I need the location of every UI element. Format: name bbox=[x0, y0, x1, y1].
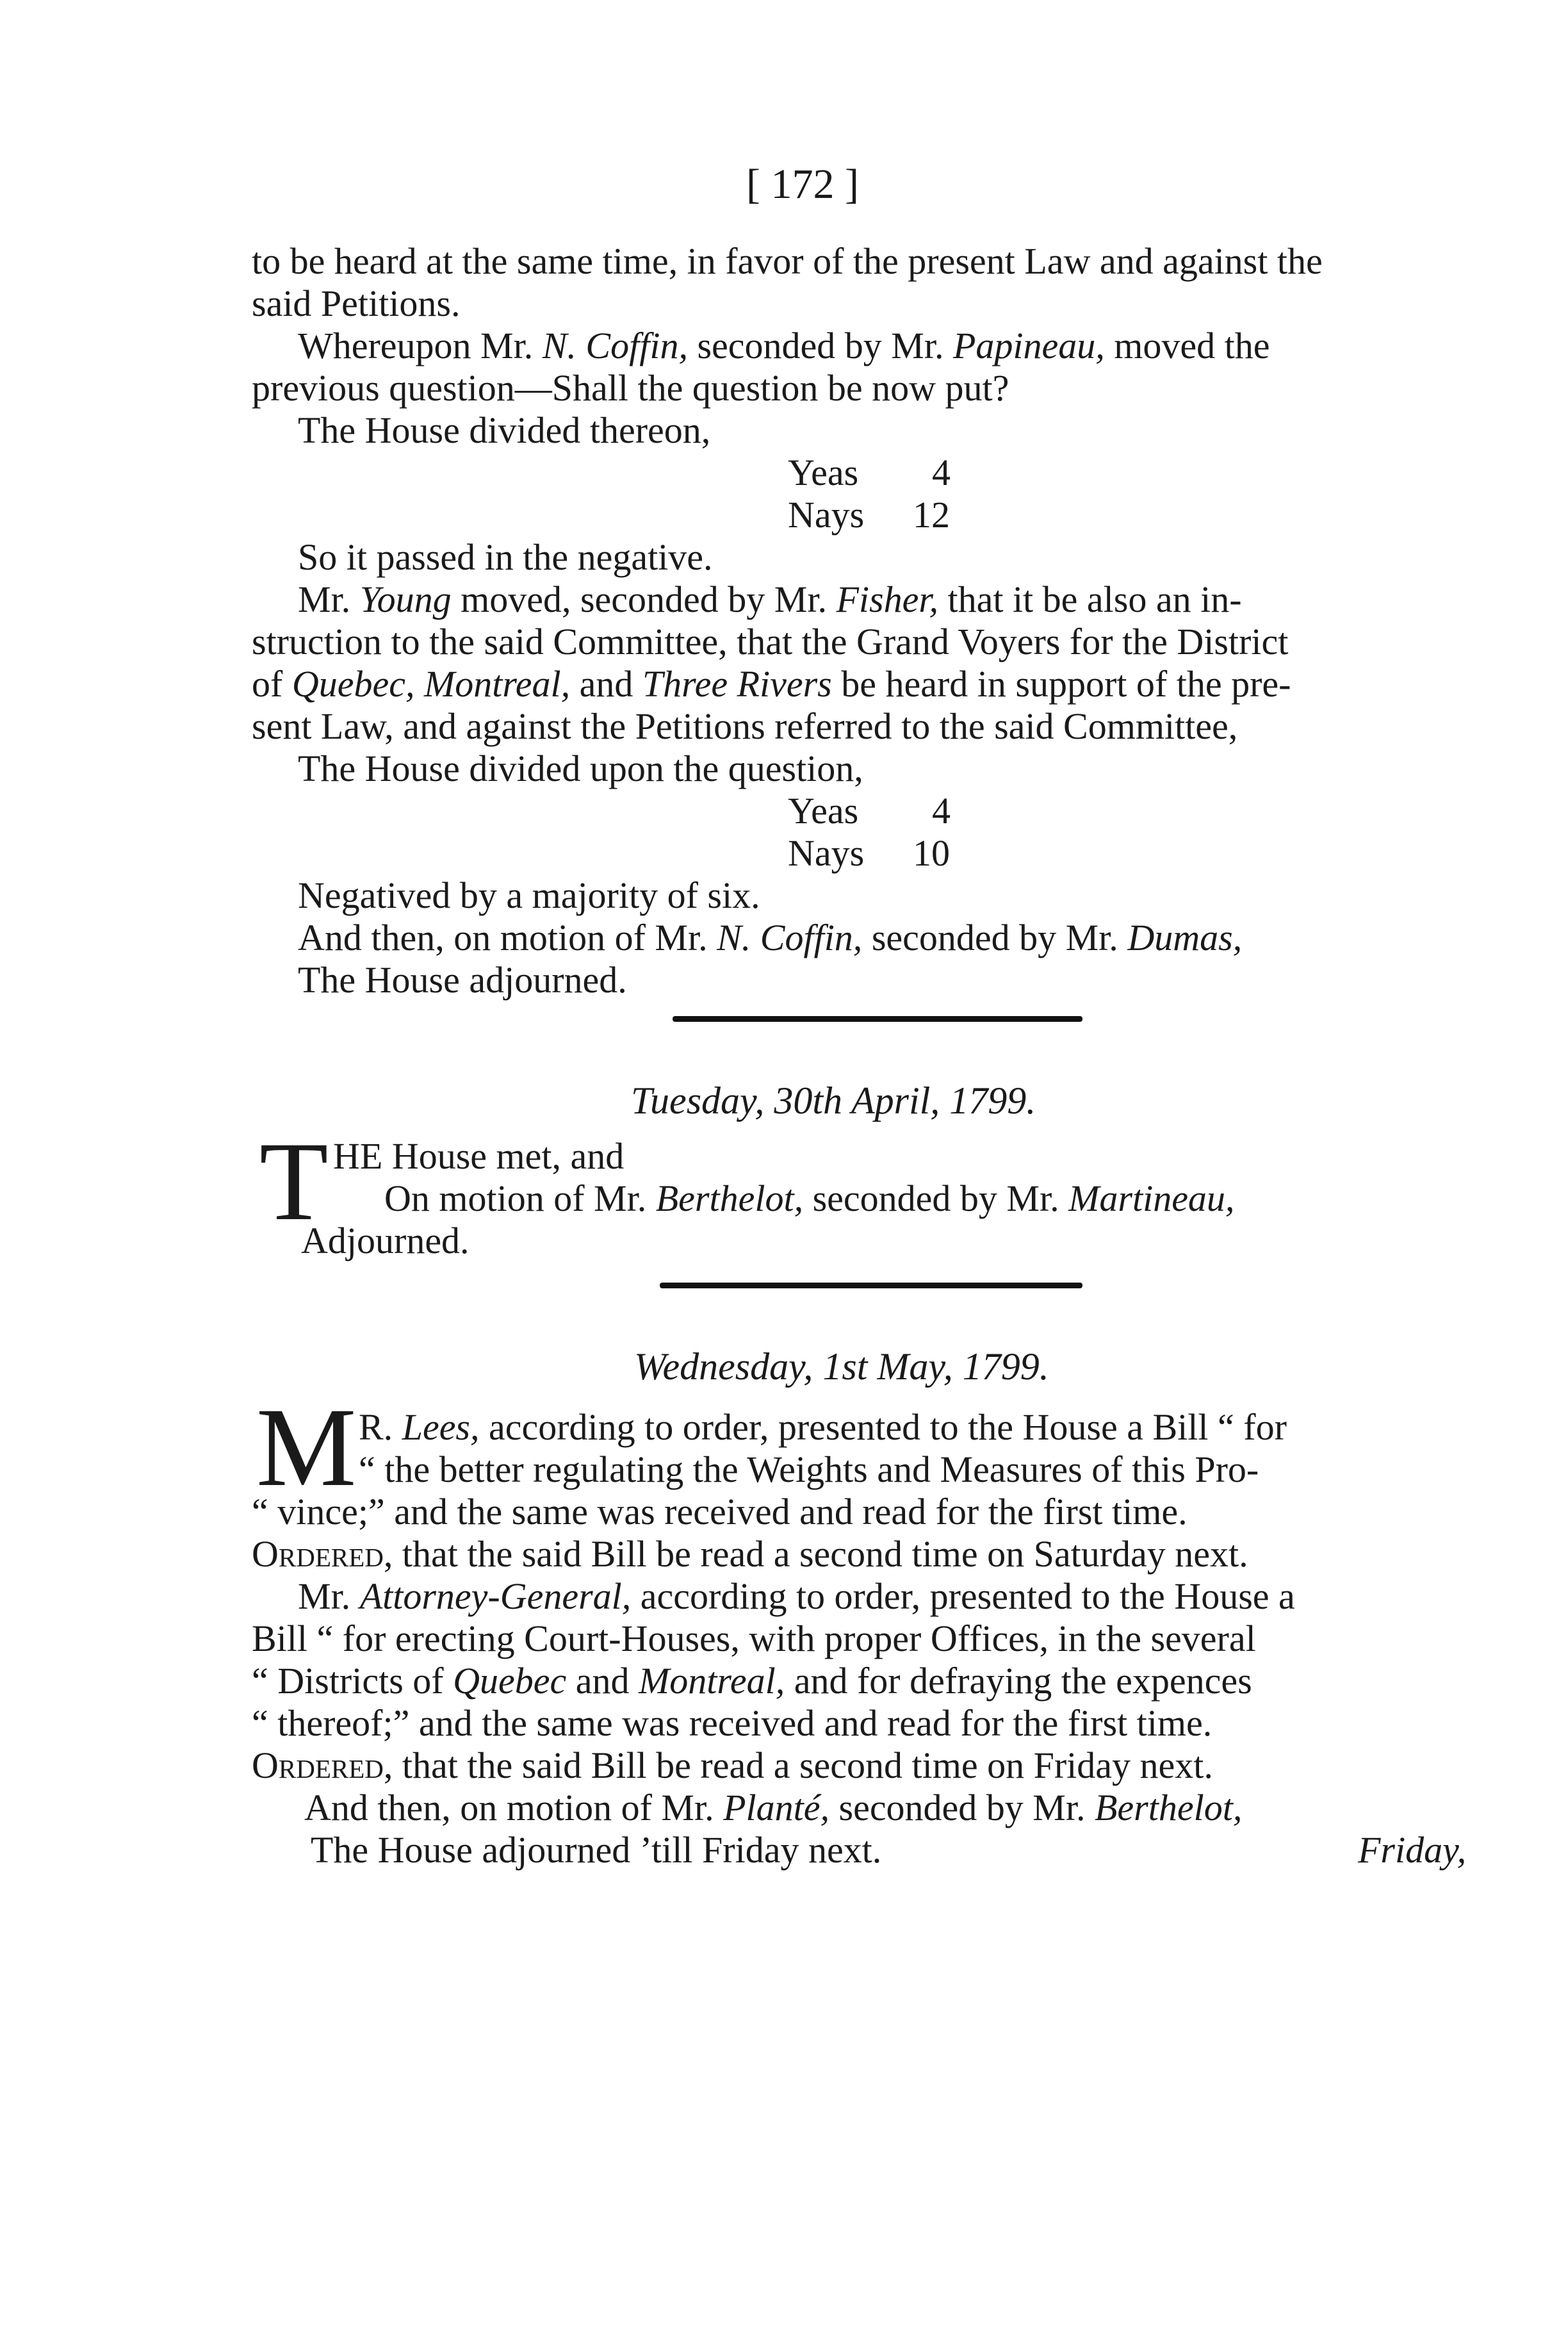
text-line: HE House met, and bbox=[333, 1135, 625, 1177]
text-line: R. Lees, according to order, presented to the House a Bill “ for bbox=[359, 1406, 1287, 1448]
section-divider bbox=[660, 1283, 1082, 1288]
text-line: “ thereof;” and the same was received and read for the first time. bbox=[252, 1702, 1213, 1744]
drop-capital: T bbox=[259, 1119, 329, 1244]
text-line: Adjourned. bbox=[301, 1220, 470, 1261]
text-line: And then, on motion of Mr. Planté, seconded by Mr. Berthelot, bbox=[304, 1787, 1243, 1828]
text-line: struction to the said Committee, that the Grand Voyers for the District bbox=[252, 621, 1289, 662]
text-line: said Petitions. bbox=[252, 283, 461, 324]
vote-yeas-label: Yeas bbox=[788, 452, 859, 493]
text-line: The House divided upon the question, bbox=[298, 748, 863, 789]
text-line: of Quebec, Montreal, and Three Rivers be heard in support of the pre- bbox=[252, 663, 1291, 705]
text-line: Mr. Attorney-General, according to order, presented to the House a bbox=[298, 1575, 1295, 1617]
text-line: Bill “ for erecting Court-Houses, with proper Offices, in the several bbox=[252, 1618, 1256, 1659]
vote-yeas-label: Yeas bbox=[788, 790, 859, 832]
text-line: And then, on motion of Mr. N. Coffin, seconded by Mr. Dumas, bbox=[298, 917, 1243, 958]
drop-capital: M bbox=[256, 1385, 357, 1510]
text-line: previous question—Shall the question be now put? bbox=[252, 367, 1009, 409]
text-line: Negatived by a majority of six. bbox=[298, 874, 760, 916]
text-line: So it passed in the negative. bbox=[298, 536, 713, 578]
date-heading: Tuesday, 30th April, 1799. bbox=[631, 1079, 1036, 1122]
vote-yeas-count: 4 bbox=[932, 790, 951, 832]
text-line: Mr. Young moved, seconded by Mr. Fisher, that it be also an in- bbox=[298, 579, 1242, 620]
text-line: Ordered, that the said Bill be read a second time on Saturday next. bbox=[252, 1533, 1248, 1575]
text-line: Ordered, that the said Bill be read a second time on Friday next. bbox=[252, 1744, 1213, 1786]
text-line: The House adjourned ’till Friday next. bbox=[311, 1829, 882, 1871]
vote-nays-label: Nays bbox=[788, 494, 865, 536]
vote-nays-count: 12 bbox=[913, 494, 950, 536]
page-number: [ 172 ] bbox=[746, 161, 859, 208]
catchword: Friday, bbox=[1358, 1829, 1467, 1871]
text-line: The House divided thereon, bbox=[298, 409, 711, 451]
text-line: “ the better regulating the Weights and Measures of this Pro- bbox=[359, 1449, 1259, 1490]
text-line: “ vince;” and the same was received and read for the first time. bbox=[252, 1491, 1188, 1532]
text-line: sent Law, and against the Petitions referred to the said Committee, bbox=[252, 705, 1238, 747]
date-heading: Wednesday, 1st May, 1799. bbox=[634, 1345, 1049, 1388]
vote-yeas-count: 4 bbox=[932, 452, 951, 493]
section-divider bbox=[673, 1016, 1082, 1022]
text-line: The House adjourned. bbox=[298, 959, 627, 1001]
text-line: to be heard at the same time, in favor of the present Law and against the bbox=[252, 240, 1323, 282]
vote-nays-count: 10 bbox=[913, 832, 950, 874]
text-line: “ Districts of Quebec and Montreal, and for defraying the expences bbox=[252, 1660, 1252, 1702]
text-line: On motion of Mr. Berthelot, seconded by Mr. Martineau, bbox=[384, 1178, 1235, 1219]
vote-nays-label: Nays bbox=[788, 832, 865, 874]
text-line: Whereupon Mr. N. Coffin, seconded by Mr. Papineau, moved the bbox=[298, 325, 1270, 366]
